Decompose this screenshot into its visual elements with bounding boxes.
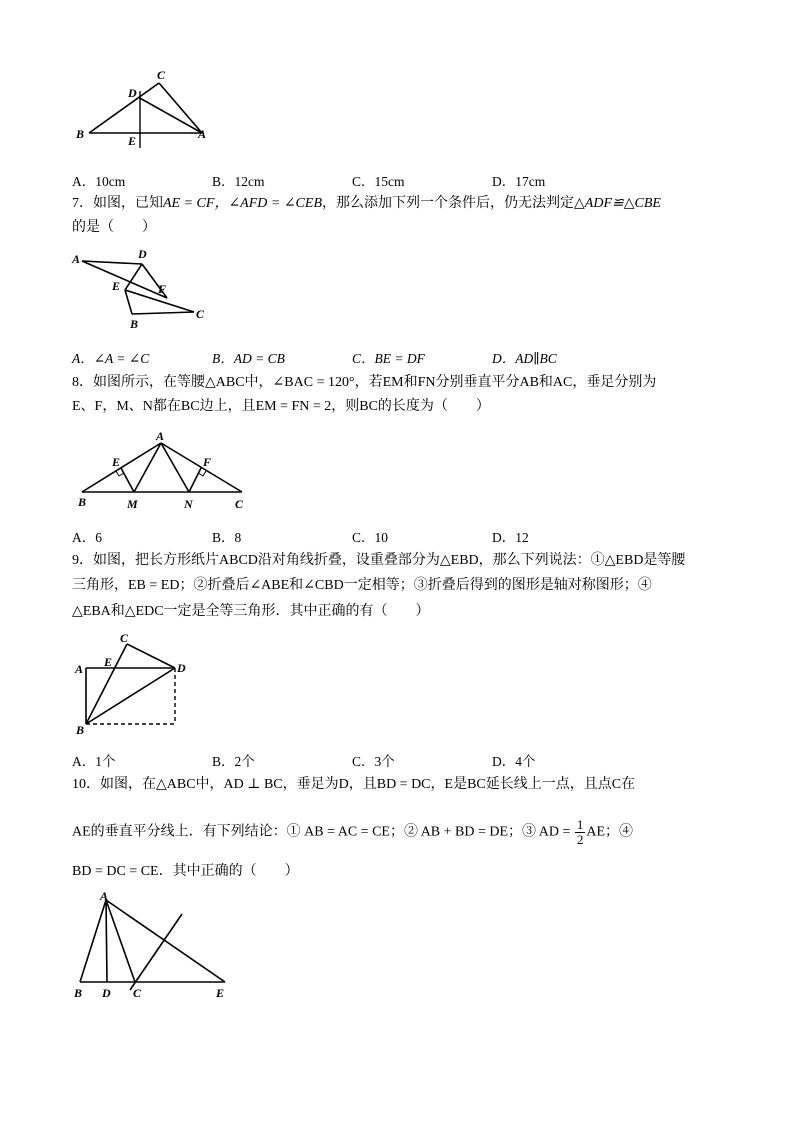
q9-option-a: A．1个 <box>72 754 116 769</box>
q10-stem-line3: BD = DC = CE．其中正确的（ ） <box>72 864 299 879</box>
q7-stem-prefix: 7．如图，已知 <box>72 196 163 211</box>
q10-segment-AB <box>80 900 106 982</box>
q6-label-B: B <box>76 127 85 141</box>
q7-label-C: C <box>196 307 205 321</box>
q8-label-C: C <box>235 497 244 511</box>
q7-stem-line2: 的是（ ） <box>72 220 156 235</box>
q10-label-C: C <box>133 986 142 1000</box>
q8-segment-AB <box>82 443 161 492</box>
q6-label-D: D <box>128 86 137 100</box>
q8-option-a: A．6 <box>72 530 102 545</box>
q10-segment-AE <box>106 900 225 982</box>
q6-option-b: B．12cm <box>212 174 265 189</box>
q9-label-B: B <box>76 723 85 737</box>
q6-figure <box>70 66 210 150</box>
q10-label-A: A <box>100 890 109 903</box>
q9-segment-BD <box>86 668 175 724</box>
q8-label-A: A <box>156 429 165 443</box>
q7-segment-EB <box>125 290 132 314</box>
q7-segment-AD <box>82 261 142 264</box>
q10-stem-line2-b: AE；④ <box>586 824 634 840</box>
q7-label-D: D <box>138 247 147 261</box>
q6-label-C: C <box>157 68 166 82</box>
q7-stem-line1 <box>72 194 661 214</box>
q6-option-a: A．10cm <box>72 174 126 189</box>
q10-label-E: E <box>216 986 225 1000</box>
q6-option-d: D．17cm <box>492 174 546 189</box>
q7-figure <box>70 246 210 332</box>
q7-stem-math: AE = CF，∠AFD = ∠CEB <box>163 196 323 211</box>
q8-segment-FN <box>189 468 201 492</box>
q10-label-B: B <box>74 986 83 1000</box>
q10-segment-AC <box>106 900 135 982</box>
q8-label-M: M <box>127 497 138 511</box>
q7-option-a: A．∠A = ∠C <box>72 351 150 366</box>
q8-option-b: B．8 <box>212 530 242 545</box>
q8-segment-AN <box>161 443 189 492</box>
q7-segment-BC <box>132 312 194 314</box>
q10-perpendicular-bisector <box>130 914 182 990</box>
q9-option-b: B．2个 <box>212 754 255 769</box>
q6-option-c: C．15cm <box>352 174 405 189</box>
q10-stem-line2-a: AE的垂直平分线上．有下列结论：① AB = AC = CE；② AB + BD = DE；③ AD = <box>72 824 574 840</box>
q7-option-b: B．AD = CB <box>212 351 285 366</box>
q9-option-d: D．4个 <box>492 754 536 769</box>
q8-label-F: F <box>203 455 212 469</box>
q8-option-d: D．12 <box>492 530 529 545</box>
q8-option-c: C．10 <box>352 530 389 545</box>
q7-option-c: C．BE = DF <box>352 351 425 366</box>
q7-label-F: F <box>158 282 167 296</box>
q10-segment-AD <box>106 900 107 982</box>
q9-option-c: C．3个 <box>352 754 395 769</box>
q9-label-E: E <box>104 655 113 669</box>
q8-figure <box>70 428 255 514</box>
q7-option-d: D．AD∥BC <box>492 351 557 366</box>
q10-label-D: D <box>102 986 111 1000</box>
q9-figure <box>70 630 195 740</box>
q10-figure <box>70 890 235 1002</box>
q6-segment-DA <box>138 97 202 133</box>
q8-label-E: E <box>112 455 121 469</box>
q8-segment-AM <box>134 443 161 492</box>
q9-stem-line1: 9．如图，把长方形纸片ABCD沿对角线折叠，设重叠部分为△EBD，那么下列说法：①△EBD是等腰 <box>72 553 686 568</box>
q7-label-A: A <box>72 252 81 266</box>
q6-label-A: A <box>198 127 207 141</box>
q7-stem-congruence: △ADF≌△CBE <box>574 196 661 211</box>
q10-fraction-numerator: 1 <box>576 817 584 832</box>
q8-segment-EM <box>121 468 134 492</box>
q6-segment-CA <box>159 83 202 133</box>
q9-label-C: C <box>120 631 129 645</box>
q9-label-D: D <box>177 661 186 675</box>
q9-stem-line3: △EBA和△EDC一定是全等三角形．其中正确的有（ ） <box>72 604 430 619</box>
q8-label-B: B <box>78 495 87 509</box>
q8-stem-line1: 8．如图所示，在等腰△ABC中，∠BAC = 120°，若EM和FN分别垂直平分AB和AC，垂足分别为 <box>72 375 657 390</box>
q7-stem-suffix: ，那么添加下列一个条件后，仍无法判定 <box>322 196 575 211</box>
q7-label-B: B <box>130 317 139 331</box>
q6-label-E: E <box>128 134 137 148</box>
q9-stem-line2: 三角形，EB = ED；②折叠后∠ABE和∠CBD一定相等；③折叠后得到的图形是轴对称图形；④ <box>72 578 652 593</box>
q8-stem-line2: E、F，M、N都在BC边上，且EM = FN = 2，则BC的长度为（ ） <box>72 399 490 414</box>
q6-segment-BC <box>89 83 159 133</box>
q8-segment-AC <box>161 443 242 492</box>
q10-stem-line2 <box>72 818 633 847</box>
q9-segment-CD <box>127 644 175 668</box>
q9-label-A: A <box>75 662 84 676</box>
q10-fraction <box>575 818 586 847</box>
q7-label-E: E <box>112 279 121 293</box>
q10-fraction-denominator: 2 <box>576 832 584 847</box>
q10-stem-line1: 10．如图，在△ABC中，AD ⊥ BC，垂足为D，且BD = DC，E是BC延长线上一点，且点C在 <box>72 777 636 792</box>
q8-label-N: N <box>184 497 193 511</box>
